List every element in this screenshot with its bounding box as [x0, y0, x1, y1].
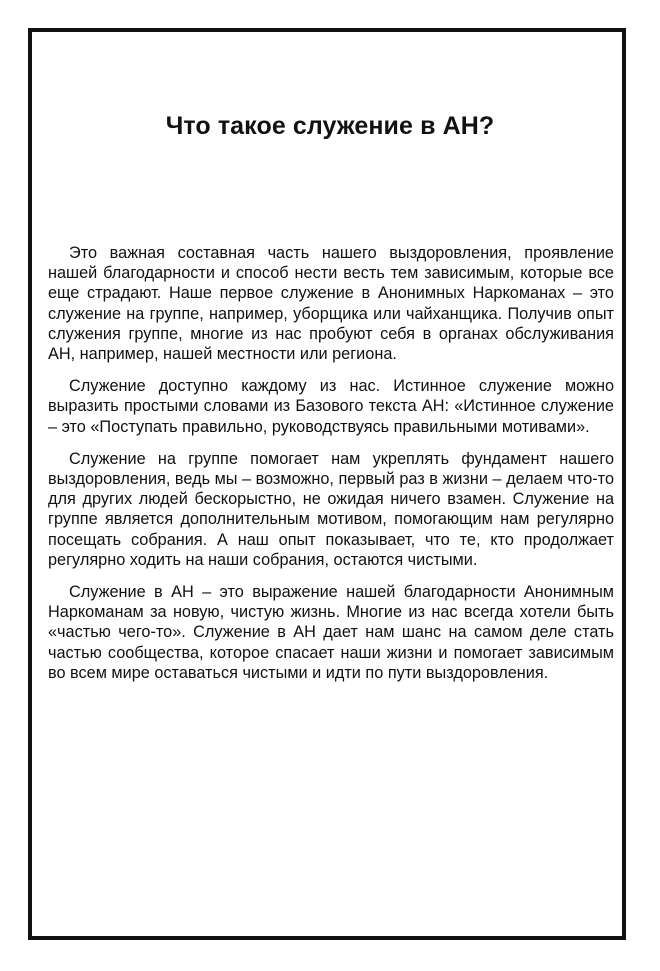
paragraph-4: Служение в АН – это выражение нашей благодарности Анонимным Наркоманам за новую, чистую жизнь. Многие из нас всегда хотели быть «частью чего-то». Служение в АН дает нам шанс на самом деле стать частью сообщества, которое спасает наши жизни и помогает зависимым во всем мире оставаться чистыми и идти по пути выздоровления. [48, 583, 614, 682]
page-title: Что такое служение в АН? [165, 112, 495, 140]
paragraph-3: Служение на группе помогает нам укреплять фундамент нашего выздоровления, ведь мы – возможно, первый раз в жизни – делаем что-то для других людей бескорыстно, не ожидая ничего взамен. Служение на группе является дополнительным мотивом, помогающим нам регулярно посещать собрания. А наш опыт показывает, что те, кто продолжает регулярно ходить на наши собрания, остаются чистыми. [48, 449, 614, 569]
paragraph-1: Это важная составная часть нашего выздоровления, проявление нашей благодарности и способ нести весть тем зависимым, которые все еще страдают. Наше первое служение в Анонимных Наркоманах – это служение на группе, например, уборщика или чайханщика. Получив опыт служения группе, многие из нас пробуют себя в органах обслуживания АН, например, нашей местности или региона. [48, 244, 614, 364]
body-text [48, 243, 614, 695]
paragraph-2: Служение доступно каждому из нас. Истинное служение можно выразить простыми словами из Базового текста АН: «Истинное служение – это «Поступать правильно, руководствуясь правильными мотивами». [48, 377, 614, 436]
